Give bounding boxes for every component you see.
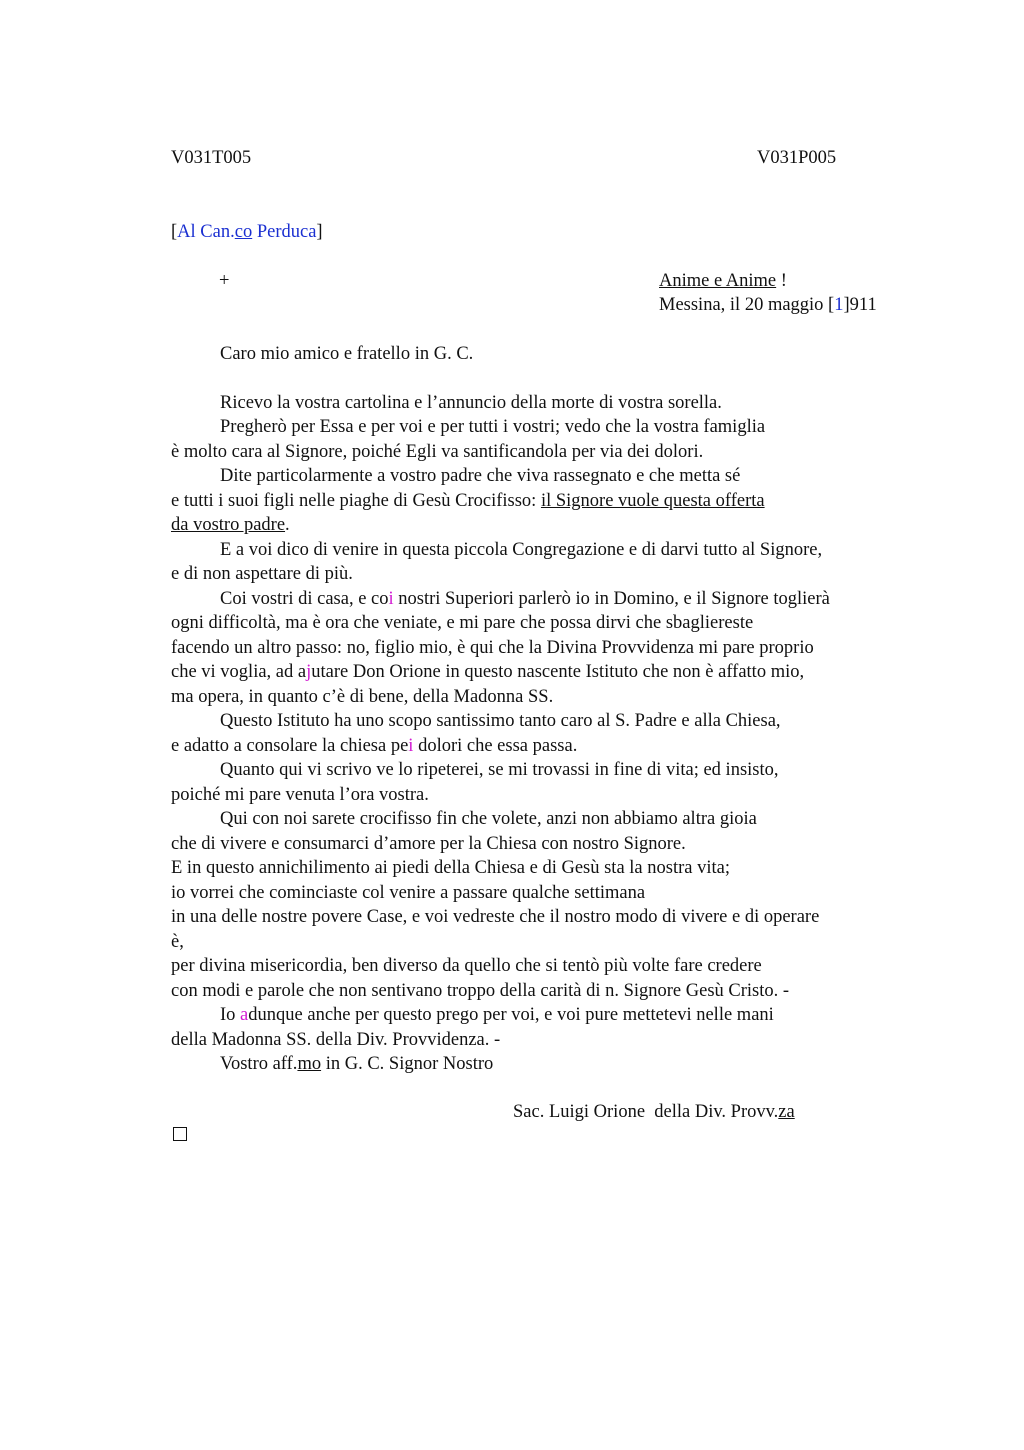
recipient-heading: [Al Can.co Perduca] <box>171 222 323 242</box>
letter-line: è molto cara al Signore, poiché Egli va santificandola per via dei dolori. <box>171 442 704 462</box>
letter-line: Quanto qui vi scrivo ve lo ripeterei, se mi trovassi in fine di vita; ed insisto, <box>220 760 779 780</box>
motto: Anime e Anime ! <box>659 271 787 291</box>
letter-line: con modi e parole che non sentivano troppo della carità di n. Signore Gesù Cristo. - <box>171 981 790 1001</box>
letter-line: poiché mi pare venuta l’ora vostra. <box>171 785 429 805</box>
letter-line: e adatto a consolare la chiesa pei dolori che essa passa. <box>171 736 578 756</box>
letter-line: in una delle nostre povere Case, e voi vedreste che il nostro modo di vivere e di operare <box>171 907 820 927</box>
letter-line: e tutti i suoi figli nelle piaghe di Gesù Crocifisso: il Signore vuole questa offerta <box>171 491 765 511</box>
dateline: Messina, il 20 maggio [1]911 <box>659 295 877 315</box>
letter-line: Ricevo la vostra cartolina e l’annuncio della morte di vostra sorella. <box>220 393 722 413</box>
letter-line: ma opera, in quanto c’è di bene, della Madonna SS. <box>171 687 554 707</box>
letter-line: E a voi dico di venire in questa piccola Congregazione e di darvi tutto al Signore, <box>220 540 823 560</box>
page-code-left: V031T005 <box>171 148 252 168</box>
letter-line: per divina misericordia, ben diverso da quello che si tentò più volte fare credere <box>171 956 762 976</box>
letter-line: facendo un altro passo: no, figlio mio, è qui che la Divina Provvidenza mi pare proprio <box>171 638 814 658</box>
cross-mark: + <box>219 271 230 291</box>
letter-line: Qui con noi sarete crocifisso fin che volete, anzi non abbiamo altra gioia <box>220 809 757 829</box>
letter-line: ogni difficoltà, ma è ora che veniate, e mi pare che possa dirvi che sbagliereste <box>171 613 754 633</box>
letter-line: Questo Istituto ha uno scopo santissimo tanto caro al S. Padre e alla Chiesa, <box>220 711 781 731</box>
letter-line: io vorrei che cominciaste col venire a passare qualche settimana <box>171 883 646 903</box>
letter-line: che di vivere e consumarci d’amore per la Chiesa con nostro Signore. <box>171 834 686 854</box>
signature: Sac. Luigi Orione della Div. Provv.za <box>513 1102 795 1122</box>
letter-line: da vostro padre. <box>171 515 290 535</box>
letter-line: e di non aspettare di più. <box>171 564 353 584</box>
salutation: Caro mio amico e fratello in G. C. <box>220 344 474 364</box>
closing: Vostro aff.mo in G. C. Signor Nostro <box>220 1054 494 1074</box>
letter-line: Dite particolarmente a vostro padre che viva rassegnato e che metta sé <box>220 466 741 486</box>
letter-line: della Madonna SS. della Div. Provvidenza. - <box>171 1030 501 1050</box>
letter-line: Coi vostri di casa, e coi nostri Superiori parlerò io in Domino, e il Signore toglierà <box>220 589 830 609</box>
letter-line: Pregherò per Essa e per voi e per tutti i vostri; vedo che la vostra famiglia <box>220 417 766 437</box>
page-code-right: V031P005 <box>757 148 837 168</box>
letter-line: E in questo annichilimento ai piedi della Chiesa e di Gesù sta la nostra vita; <box>171 858 730 878</box>
letter-line: Io adunque anche per questo prego per voi, e voi pure mettetevi nelle mani <box>220 1005 774 1025</box>
letter-line: che vi voglia, ad ajutare Don Orione in questo nascente Istituto che non è affatto mio, <box>171 662 805 682</box>
checkbox-icon <box>173 1127 187 1141</box>
letter-line: è, <box>171 932 184 952</box>
